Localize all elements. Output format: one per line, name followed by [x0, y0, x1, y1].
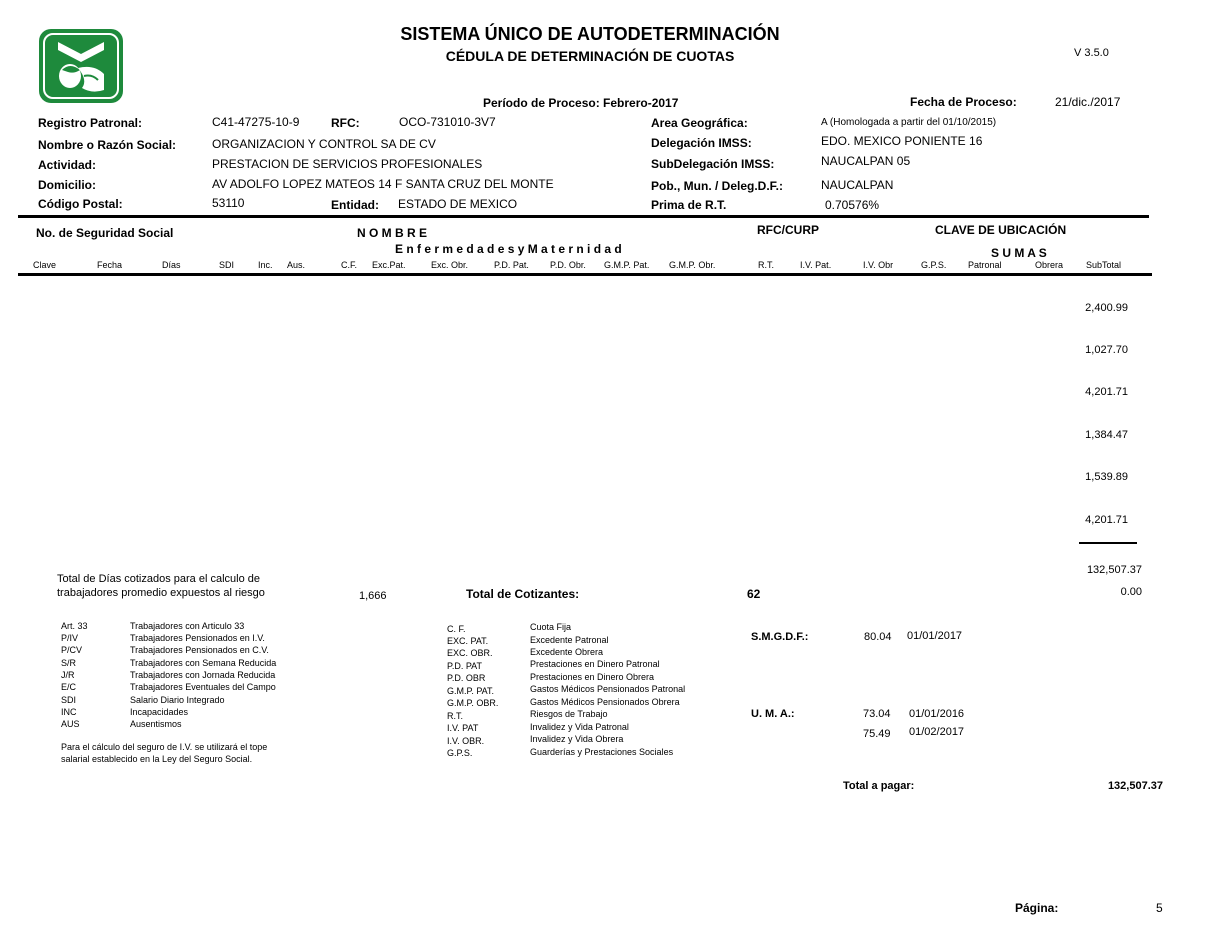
legend-desc: Salario Diario Integrado [130, 695, 225, 705]
area-value: A (Homologada a partir del 01/10/2015) [821, 117, 997, 128]
cp-value: 53110 [212, 196, 245, 210]
col-exc-obr: Exc. Obr. [431, 260, 469, 270]
smgdf-label: S.M.G.D.F.: [751, 631, 809, 643]
col-pd-obr: P.D. Obr. [550, 260, 586, 270]
legend-code: I.V. PAT [447, 723, 479, 733]
legend-desc: Riesgos de Trabajo [530, 709, 608, 719]
legend-desc: Incapacidades [130, 707, 189, 717]
uma-date-1: 01/01/2016 [909, 708, 965, 720]
nombre-label: Nombre o Razón Social: [38, 138, 177, 152]
smgdf-value: 80.04 [864, 631, 892, 643]
col-dias: Días [162, 260, 181, 270]
col-aus: Aus. [287, 260, 306, 270]
legend-code: R.T. [447, 711, 464, 721]
cotizantes-value: 62 [747, 587, 761, 601]
subtotal-value: 1,539.89 [1085, 471, 1128, 483]
legend-code: P/IV [61, 633, 79, 643]
subtotal-value: 2,400.99 [1085, 302, 1128, 314]
legend-code: C. F. [447, 624, 466, 634]
actividad-value: PRESTACION DE SERVICIOS PROFESIONALES [212, 157, 483, 171]
col-rt: R.T. [758, 260, 775, 270]
legend-desc: Excedente Obrera [530, 647, 604, 657]
fecha-proceso-value: 21/dic./2017 [1055, 95, 1121, 109]
legend-desc: Trabajadores Pensionados en C.V. [130, 645, 269, 655]
col-clave: Clave [33, 260, 57, 270]
domicilio-label: Domicilio: [38, 178, 97, 192]
subdelegacion-value: NAUCALPAN 05 [821, 154, 911, 168]
legend-code: SDI [61, 695, 77, 705]
imss-logo [38, 28, 124, 104]
fecha-proceso-label: Fecha de Proceso: [910, 95, 1017, 109]
pob-label: Pob., Mun. / Deleg.D.F.: [651, 179, 783, 193]
legend-code: I.V. OBR. [447, 736, 485, 746]
uma-label: U. M. A.: [751, 708, 795, 720]
subtotal-rule [1079, 542, 1137, 544]
col-inc: Inc. [258, 260, 273, 270]
nombre-value: ORGANIZACION Y CONTROL SA DE CV [212, 137, 436, 151]
legend-code: INC [61, 707, 77, 717]
col-sdi: SDI [219, 260, 235, 270]
col-gmp-obr: G.M.P. Obr. [669, 260, 716, 270]
iv-note-line2: salarial establecido en la Ley del Seguro Social. [61, 754, 253, 764]
prima-value: 0.70576% [825, 198, 880, 212]
cp-label: Código Postal: [38, 197, 123, 211]
pagina-value: 5 [1156, 901, 1163, 915]
col-iv-pat: I.V. Pat. [800, 260, 832, 270]
col-gps: G.P.S. [921, 260, 947, 270]
pagina-label: Página: [1015, 901, 1059, 915]
legend-desc: Trabajadores Eventuales del Campo [130, 682, 276, 692]
subtotal-value: 1,384.47 [1085, 429, 1128, 441]
header-rule [18, 215, 1149, 218]
rfc-label: RFC: [331, 116, 360, 130]
legend-desc: Excedente Patronal [530, 635, 609, 645]
legend-desc: Trabajadores Pensionados en I.V. [130, 633, 265, 643]
subtotal-value: 4,201.71 [1085, 514, 1128, 526]
subtotal-value: 4,201.71 [1085, 386, 1128, 398]
columns-rule [18, 273, 1152, 276]
dias-label-line2: trabajadores promedio expuestos al riesgo [57, 587, 265, 599]
col-pd-pat: P.D. Pat. [494, 260, 529, 270]
legend-desc: Prestaciones en Dinero Obrera [530, 672, 655, 682]
pob-value: NAUCALPAN [821, 178, 894, 192]
legend-code: S/R [61, 658, 77, 668]
registro-label: Registro Patronal: [38, 116, 143, 130]
extra-total: 0.00 [1120, 586, 1142, 598]
legend-code: P/CV [61, 645, 83, 655]
version-label: V 3.5.0 [1074, 47, 1109, 59]
entidad-label: Entidad: [331, 198, 379, 212]
legend-desc: Cuota Fija [530, 622, 572, 632]
legend-desc: Invalidez y Vida Obrera [530, 734, 624, 744]
rfc-header: RFC/CURP [757, 223, 819, 237]
legend-code: EXC. OBR. [447, 648, 493, 658]
domicilio-value: AV ADOLFO LOPEZ MATEOS 14 F SANTA CRUZ DEL MONTE [212, 177, 554, 191]
legend-code: P.D. OBR [447, 673, 486, 683]
cotizantes-label: Total de Cotizantes: [466, 587, 580, 601]
legend-code: G.P.S. [447, 748, 473, 758]
col-obrera: Obrera [1035, 260, 1064, 270]
periodo-proceso: Período de Proceso: Febrero-2017 [483, 96, 679, 110]
col-fecha: Fecha [97, 260, 123, 270]
dias-value: 1,666 [359, 590, 387, 602]
delegacion-value: EDO. MEXICO PONIENTE 16 [821, 134, 983, 148]
total-pagar-value: 132,507.37 [1107, 780, 1163, 792]
legend-desc: Trabajadores con Articulo 33 [130, 621, 245, 631]
col-patronal: Patronal [968, 260, 1002, 270]
col-subtotal: SubTotal [1086, 260, 1122, 270]
legend-desc: Trabajadores con Semana Reducida [130, 658, 277, 668]
legend-desc: Prestaciones en Dinero Patronal [530, 659, 660, 669]
legend-code: E/C [61, 682, 77, 692]
legend-code: EXC. PAT. [447, 636, 489, 646]
legend-code: J/R [61, 670, 75, 680]
legend-code: Art. 33 [61, 621, 88, 631]
legend-desc: Gastos Médicos Pensionados Obrera [530, 697, 680, 707]
iv-note-line1: Para el cálculo del seguro de I.V. se utilizará el tope [61, 742, 268, 752]
legend-code: G.M.P. OBR. [447, 698, 499, 708]
legend-desc: Gastos Médicos Pensionados Patronal [530, 684, 686, 694]
uma-date-2: 01/02/2017 [909, 726, 965, 738]
subtotal-value: 1,027.70 [1085, 344, 1128, 356]
enfermedades-header: E n f e r m e d a d e s y M a t e r n i d a d [395, 242, 622, 256]
legend-desc: Ausentismos [130, 719, 182, 729]
dias-label-line1: Total de Días cotizados para el calculo de [57, 573, 261, 585]
nombre-header: N O M B R E [357, 226, 428, 240]
entidad-value: ESTADO DE MEXICO [398, 197, 518, 211]
legend-code: AUS [61, 719, 80, 729]
document-subtitle: CÉDULA DE DETERMINACIÓN DE CUOTAS [445, 48, 735, 64]
legend-desc: Trabajadores con Jornada Reducida [130, 670, 276, 680]
delegacion-label: Delegación IMSS: [651, 136, 752, 150]
registro-value: C41-47275-10-9 [212, 115, 300, 129]
area-label: Area Geográfica: [651, 116, 748, 130]
subdelegacion-label: SubDelegación IMSS: [651, 157, 775, 171]
legend-code: P.D. PAT [447, 661, 483, 671]
col-iv-obr: I.V. Obr [863, 260, 894, 270]
rfc-value: OCO-731010-3V7 [399, 115, 496, 129]
legend-code: G.M.P. PAT. [447, 686, 495, 696]
col-exc-pat: Exc.Pat. [372, 260, 406, 270]
uma-value-1: 73.04 [863, 708, 891, 720]
smgdf-date: 01/01/2017 [907, 630, 963, 642]
prima-label: Prima de R.T. [651, 198, 727, 212]
clave-ubicacion-header: CLAVE DE UBICACIÓN [935, 223, 1067, 237]
grand-subtotal: 132,507.37 [1086, 564, 1142, 576]
actividad-label: Actividad: [38, 158, 97, 172]
legend-desc: Guarderías y Prestaciones Sociales [530, 747, 674, 757]
document-title: SISTEMA ÚNICO DE AUTODETERMINACIÓN [400, 24, 780, 44]
nss-header: No. de Seguridad Social [36, 226, 174, 240]
total-pagar-label: Total a pagar: [843, 780, 915, 792]
col-gmp-pat: G.M.P. Pat. [604, 260, 650, 270]
col-cf: C.F. [341, 260, 358, 270]
uma-value-2: 75.49 [863, 728, 891, 740]
sumas-header: S U M A S [991, 246, 1047, 260]
legend-desc: Invalidez y Vida Patronal [530, 722, 629, 732]
